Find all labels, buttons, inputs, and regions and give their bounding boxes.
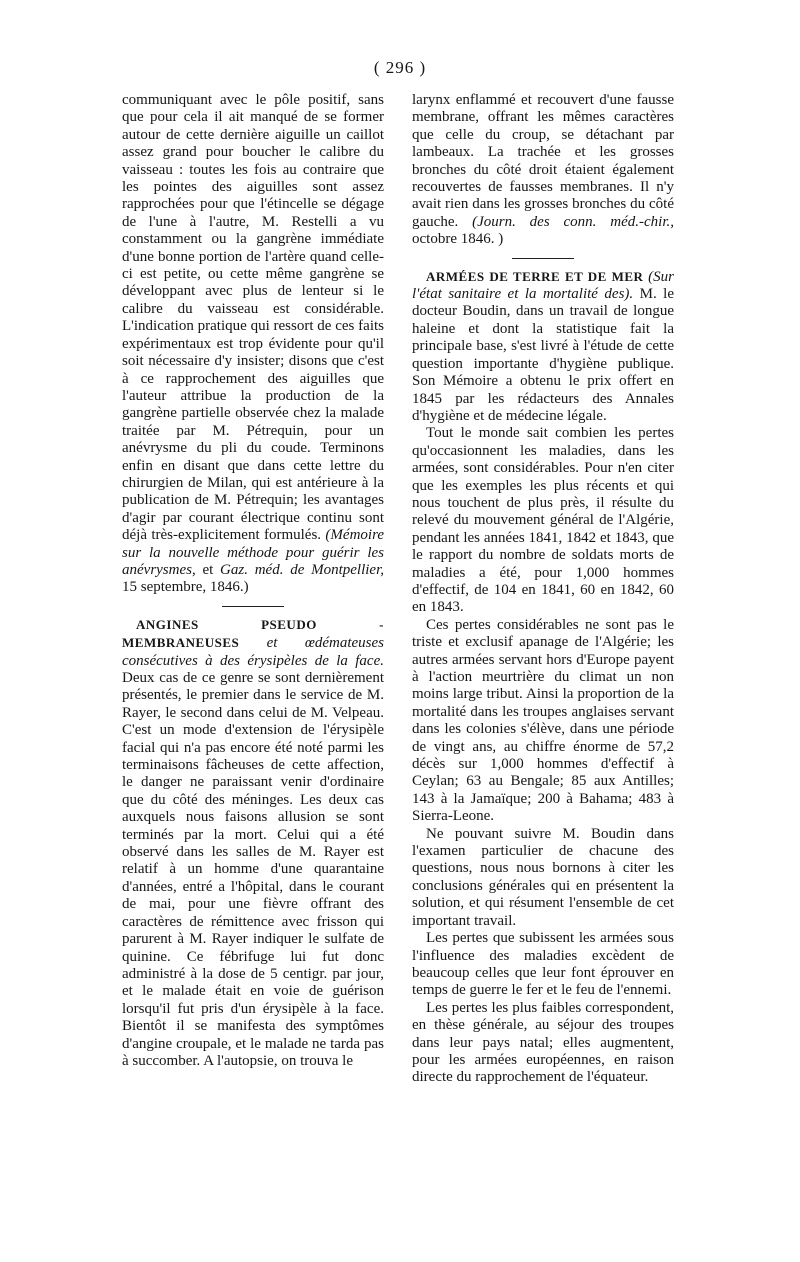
left-p1-ref-italic: (Mémoire sur la nouvelle méthode pour guérir les anévrysmes,	[122, 527, 385, 578]
section-heading-armees-italic: (Sur l'état sanitaire et la mortalité des).	[412, 268, 675, 303]
section-heading-armees: ARMÉES DE TERRE ET DE MER	[426, 268, 644, 284]
right-paragraph-3: Tout le monde sait combien les pertes qu'occasionnent les maladies, dans les armées, sont considérables. Pour n'en citer que les exemples les plus récents et qui nous touchent de plus près, il résulte du relevé du mouvement général de l'Algérie, pendant les années 1841, 1842 et 1843, que le rapport du nombre de soldats morts de maladies a été, pour 1,000 hommes d'effectif, de 104 en 1841, 60 en 1842, 60 en 1843.	[412, 425, 674, 616]
left-p1-ref-italic2: Gaz. méd. de Montpellier,	[220, 561, 384, 578]
left-p2-text: Deux cas de ce genre se sont dernièrement présentés, le premier dans le service de M. Rayer, le second dans celui de M. Velpeau. C'est un mode d'extension de l'érysipèle facial qui n'a pas encore été noté parmi les terminaisons fâcheuses de cette affection, le danger ne paraissant venir d'ordinaire que du côté des méninges. Les deux cas auxquels nous faisons allusion se sont terminés par la mort. Celui qui a été observé dans les salles de M. Rayer est relatif à un homme d'une quarantaine d'années, entré a l'hôpital, dans le courant de mai, pour une fièvre offrant des caractères de rémittence avec frisson qui parurent à M. Rayer indiquer le sulfate de quinine. Ce fébrifuge lui fut donc administré à la dose de 5 centigr. par jour, et le malade était en voie de guérison lorsqu'il fut pris d'un érysipèle à la face. Bientôt il se manifesta des symptômes d'angine croupale, et le malade ne tarda pas à succomber. A l'autopsie, on trouva le	[122, 670, 384, 1069]
right-paragraph-4: Ces pertes considérables ne sont pas le triste et exclusif apanage de l'Algérie; les autres armées servant hors d'Europe payent à l'action meurtrière du climat un non moins large tribut. Ainsi la proportion de la mortalité dans les troupes anglaises servant dans les colonies s'élève, dans une période de vingt ans, au chiffre énorme de 57,2 décès sur 1,000 hommes d'effectif à Ceylan; 63 au Bengale; 85 aux Antilles; 143 à la Jamaïque; 200 à Bahama; 483 à Sierra-Leone.	[412, 616, 674, 825]
left-paragraph-1	[122, 92, 384, 597]
left-p1-ref-end: 15 septembre, 1846.)	[122, 579, 249, 596]
section-divider	[512, 258, 574, 259]
section-heading-angines: ANGINES PSEUDO - MEMBRANEUSES	[122, 616, 384, 651]
right-paragraph-1	[412, 92, 674, 249]
left-p1-text: communiquant avec le pôle positif, sans que pour cela il ait manqué de se former autour de cette dernière aiguille un caillot assez grand pour boucher le calibre du vaisseau : toutes les fois au contraire que les pointes des aiguilles sont assez rapprochées pour que l'étincelle se dégage de l'une à l'autre, M. Restelli a vu constamment ou la gangrène immédiate d'une bonne portion de l'artère quand celle-ci est petite, ou cette même gangrène se développant avec plus de lenteur si le calibre du vaisseau est considérable. L'indication pratique qui ressort de ces faits expérimentaux est trop évidente pour qu'il soit nécessaire d'y insister; disons que c'est à ce rapprochement des aiguilles que l'auteur attribue la production de la gangrène partielle observée chez la malade traitée par M. Pétrequin, pour un anévrysme du pli du coude. Terminons enfin en disant que dans cette lettre du chirurgien de Milan, qui est antérieure à la publication de M. Pétrequin; les avantages d'agir par courant électrique continu sont déjà très-explicitement formulés.	[122, 92, 384, 544]
right-column	[412, 92, 674, 1087]
page-number: ( 296 )	[373, 58, 427, 77]
right-paragraph-6: Les pertes que subissent les armées sous l'influence des maladies excèdent de beaucoup celles que leur font éprouver en temps de guerre le fer et le feu de l'ennemi.	[412, 930, 674, 999]
right-p1-ref-italic: (Journ. des conn. méd.-chir.,	[472, 213, 674, 230]
right-p2-text: M. le docteur Boudin, dans un travail de longue haleine et dont la statistique fait la principale base, s'est livré à l'étude de cette question importante d'hygiène publique. Son Mémoire a obtenu le prix offert en 1845 par les rédacteurs des Annales d'hygiène et de médecine légale.	[412, 286, 674, 424]
left-column	[122, 92, 384, 1070]
right-p1-text: larynx enflammé et recouvert d'une fausse membrane, offrant les mêmes caractères que celle du croup, se détachant par lambeaux. La trachée et les grosses bronches du côté droit étaient également recouvertes de fausses membranes. Il n'y avait rien dans les grosses bronches du côté gauche.	[412, 92, 674, 230]
section-divider	[222, 606, 284, 607]
right-paragraph-5: Ne pouvant suivre M. Boudin dans l'examen particulier de chacune des questions, nous nous bornons à citer les conclusions générales qui en présentent la solution, et qui résument l'ensemble de cet important travail.	[412, 825, 674, 929]
right-paragraph-7: Les pertes les plus faibles correspondent, en thèse générale, au séjour des troupes dans leur pays natal; elles augmentent, pour les armées européennes, en raison directe du rapprochement de l'équateur.	[412, 999, 674, 1086]
left-p1-ref-mid: et	[195, 561, 221, 578]
right-section-armees	[412, 268, 674, 426]
left-section-angines	[122, 616, 384, 1071]
right-p1-ref-end: octobre 1846. )	[412, 231, 504, 248]
section-heading-angines-italic: et œdémateuses consécutives à des érysipèles de la face.	[122, 635, 384, 669]
